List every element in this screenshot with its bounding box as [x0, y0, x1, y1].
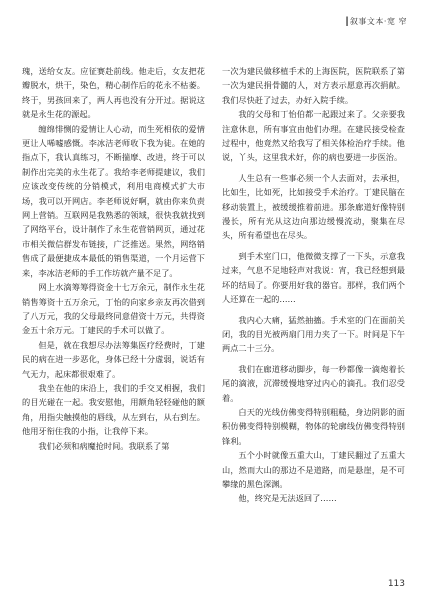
paragraph: 我坐在他的床沿上，我们的手交叉相握，我们的目光碰在一起。我安慰他，用额角轻轻碰他的额角，用指尖触摸他的唇线，从左到右，从右到左。他用牙衔住我的小指，让我停下来。 [22, 382, 205, 437]
paragraph: 白天的光线仿佛变得特别粗糙，身边阴影的面积仿佛变得特别模糊，物体的轮廓线仿佛变得特别锋利。 [222, 406, 405, 446]
paragraph: 五个小时就像五重大山，丁建民翻过了五重大山，然而大山的那边不是道路，而是悬崖，是不可攀缘的黑色深渊。 [222, 450, 405, 489]
paragraph: 缠绵悱恻的爱情让人心动，而生死相依的爱情更让人唏嘘感慨。李冰洁老师收下我为徒。在她的指点下，我认真练习，不断揣摩、改进，终于可以制作出完美的永生花了。我给李老师提建议，我们应该改变传统的分销模式，利用电商模式扩大市场，我可以开网店。李老师说好啊，就由你来负责网上营销。互联网是我熟悉的领域，很快我就找到了网络平台，设计制作了永生花营销网页，通过花市相关微信群发布链接，广泛推送。果然，网络销售成了最便捷成本最低的销售渠道，一个月运营下来，李冰洁老师的手工作坊就产量不足了。 [22, 123, 205, 278]
paragraph: 我的父母和丁怡伯都一起跟过来了。父亲要我注意休息，所有事宜由他们办理。在建民接受检查过程中，他竟然又给我写了相关体检治疗手续。他说，丫头，这里我术好，你的病也要进一步医治。 [222, 109, 405, 163]
paragraph: 我内心大痛，猛然抽搐。手术室的门在面前关闭，我的目光被两扇门用力夹了一下。时间是下午两点二十三分。 [222, 314, 405, 354]
paragraph: 网上水滴筹筹得资金十七万余元，制作永生花销售筹资十五万余元，丁怡的向家乡亲友再次借到了八万元，我的父母最终同意借资十万元，共得资金五十余万元。丁建民的手术可以做了。 [22, 282, 205, 336]
paragraph: 人生总有一些事必须一个人去面对，去承担，比如生，比如死，比如接受手术治疗。丁建民脑在移动装置上，被缓缓推着前进。那条廊道好像特别漫长，所有光从这边向那边缓慢流动，聚集在尽头，所有希望也在尽头。 [222, 172, 405, 241]
paragraph: 我们在廊道移动脚步，每一秒都像一滴炮着长尾的滴液，沉滞缓慢地穿过内心的滴孔。我们忍受着。 [222, 363, 405, 403]
left-column [22, 64, 205, 453]
paragraph: 我们必须和病魔抢时间。我联系了第 [38, 440, 170, 451]
paragraph: 到手术室门口，他微微支撑了一下头，示意我过来，气息不足地轻声对我说：宵，我已经想到最坏的结局了。你要用好我的器官。那样，我们两个人还算在一起的…… [222, 250, 405, 305]
paragraph: 瑰，送给女友。应征赛赴前线。他走后，女友把花瓣脱水，烘干，染色，精心制作后的花永不枯萎。终于，男孩回来了，两人再也没有分开过。据说这就是永生花的源起。 [22, 66, 205, 120]
paragraph: 他，终究是无法返回了…… [238, 493, 337, 504]
paragraph: 一次为建民做移植手术的上海医院，医院联系了第一次为建民捐骨髓的人，对方表示愿意再次捐献。我们尽快赶了过去，办好入院手续。 [222, 66, 405, 105]
paragraph: 但是，就在我想尽办法筹集医疗经费时，丁建民的病在进一步恶化，身体已经十分虚弱，说话有气无力，起床都很艰难了。 [22, 339, 205, 379]
running-header: ┃叙事文本·宽 窄 [344, 17, 407, 26]
page-number: 113 [387, 579, 405, 589]
right-column [222, 64, 405, 506]
